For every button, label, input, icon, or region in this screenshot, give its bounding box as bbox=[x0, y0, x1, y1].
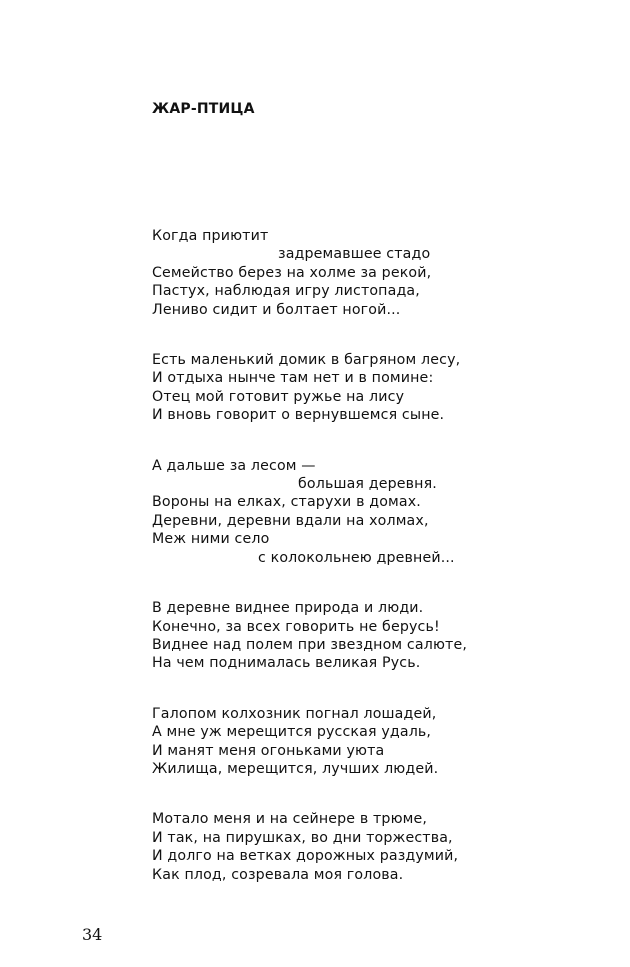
poem-line: И долго на ветках дорожных раздумий, bbox=[152, 848, 459, 865]
poem-line: Конечно, за всех говорить не берусь! bbox=[152, 618, 440, 635]
poem-line: А мне уж мерещится русская удаль, bbox=[152, 724, 432, 741]
poem-line: задремавшее стадо bbox=[278, 246, 431, 263]
stanza-6 bbox=[152, 810, 512, 884]
poem-line: Деревни, деревни вдали на холмах, bbox=[152, 512, 429, 529]
poem-line: большая деревня. bbox=[298, 476, 437, 493]
stanza-3 bbox=[152, 457, 512, 567]
poem-line: Вороны на елках, старухи в домах. bbox=[152, 494, 421, 511]
poem-line: Меж ними село bbox=[152, 531, 270, 548]
poem-line: И вновь говорит о вернувшемся сыне. bbox=[152, 407, 445, 424]
stanza-2 bbox=[152, 351, 512, 425]
page-number: 34 bbox=[82, 925, 103, 944]
poem-body bbox=[152, 227, 512, 916]
poem-line: На чем поднималась великая Русь. bbox=[152, 655, 421, 672]
poem-line: И так, на пирушках, во дни торжества, bbox=[152, 829, 453, 846]
poem-line: Пастух, наблюдая игру листопада, bbox=[152, 283, 420, 300]
poem-line: Лениво сидит и болтает ногой... bbox=[152, 301, 401, 318]
poem-line: И отдыха нынче там нет и в помине: bbox=[152, 370, 434, 387]
poem-line: Семейство берез на холме за рекой, bbox=[152, 264, 432, 281]
poem-line: И манят меня огоньками уюта bbox=[152, 742, 385, 759]
poem-line: Жилища, мерещится, лучших людей. bbox=[152, 760, 439, 777]
poem-line: Галопом колхозник погнал лошадей, bbox=[152, 705, 437, 722]
stanza-4 bbox=[152, 599, 512, 673]
poem-line: с колокольнею древней... bbox=[258, 549, 455, 566]
poem-line: Как плод, созревала моя голова. bbox=[152, 866, 404, 883]
stanza-5 bbox=[152, 705, 512, 779]
poem-line: Мотало меня и на сейнере в трюме, bbox=[152, 811, 428, 828]
poem-line: Виднее над полем при звездном салюте, bbox=[152, 636, 467, 653]
poem-line: А дальше за лесом — bbox=[152, 457, 316, 474]
poem-title: ЖАР-ПТИЦА bbox=[152, 101, 255, 117]
poem-line: Есть маленький домик в багряном лесу, bbox=[152, 352, 461, 369]
poem-line: Когда приютит bbox=[152, 228, 269, 244]
stanza-1 bbox=[152, 227, 512, 319]
poem-line: В деревне виднее природа и люди. bbox=[152, 600, 424, 617]
poem-line: Отец мой готовит ружье на лису bbox=[152, 388, 405, 405]
